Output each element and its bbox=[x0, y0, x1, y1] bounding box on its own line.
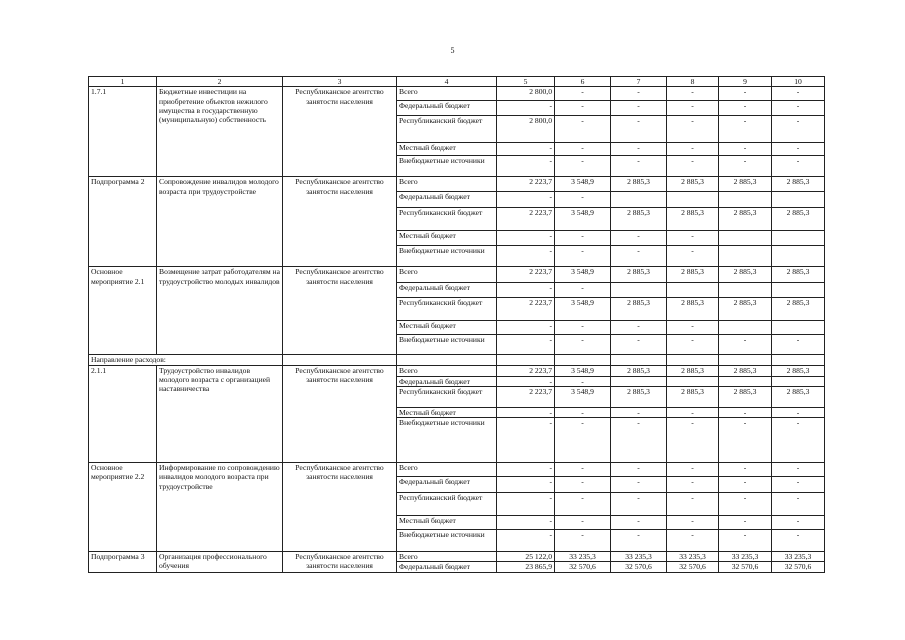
funding-source: Федеральный бюджет bbox=[397, 192, 497, 208]
amount-cell: - bbox=[772, 493, 825, 516]
row-name: Трудоустройство инвалидов молодого возраста с организацией наставничества bbox=[157, 365, 283, 463]
table-row bbox=[89, 267, 825, 283]
amount-cell: - bbox=[772, 407, 825, 417]
amount-cell: 33 235,3 bbox=[611, 552, 667, 562]
amount-cell: - bbox=[719, 477, 772, 493]
amount-cell: 2 885,3 bbox=[667, 365, 719, 376]
amount-cell: - bbox=[611, 156, 667, 177]
amount-cell: - bbox=[555, 101, 611, 116]
header-cell: 5 bbox=[497, 77, 555, 87]
amount-cell: - bbox=[555, 530, 611, 552]
amount-cell: 32 570,6 bbox=[772, 562, 825, 572]
amount-cell: - bbox=[667, 407, 719, 417]
empty-cell bbox=[611, 355, 667, 365]
funding-source: Всего bbox=[397, 552, 497, 562]
page-number: 5 bbox=[450, 46, 455, 55]
empty-cell bbox=[497, 355, 555, 365]
header-cell: 7 bbox=[611, 77, 667, 87]
amount-cell bbox=[772, 283, 825, 298]
amount-cell: 2 885,3 bbox=[611, 365, 667, 376]
amount-cell: 2 885,3 bbox=[772, 298, 825, 321]
table-row bbox=[89, 87, 825, 101]
amount-cell bbox=[772, 246, 825, 267]
amount-cell: - bbox=[555, 418, 611, 463]
amount-cell: - bbox=[497, 192, 555, 208]
amount-cell: - bbox=[667, 477, 719, 493]
amount-cell bbox=[667, 192, 719, 208]
amount-cell: - bbox=[497, 376, 555, 386]
amount-cell: 3 548,9 bbox=[555, 386, 611, 407]
amount-cell: - bbox=[667, 335, 719, 355]
amount-cell: - bbox=[497, 477, 555, 493]
amount-cell: 2 885,3 bbox=[611, 267, 667, 283]
responsible-agency: Республиканское агентство занятости населения bbox=[283, 463, 397, 552]
amount-cell bbox=[772, 231, 825, 246]
header-cell: 8 bbox=[667, 77, 719, 87]
amount-cell: - bbox=[611, 116, 667, 143]
funding-source: Республиканский бюджет bbox=[397, 208, 497, 231]
amount-cell: 25 122,0 bbox=[497, 552, 555, 562]
amount-cell: - bbox=[772, 156, 825, 177]
funding-source: Федеральный бюджет bbox=[397, 562, 497, 572]
amount-cell: 2 885,3 bbox=[719, 365, 772, 376]
row-code: 2.1.1 bbox=[89, 365, 157, 463]
amount-cell: - bbox=[719, 143, 772, 156]
amount-cell: - bbox=[497, 321, 555, 335]
amount-cell: - bbox=[555, 493, 611, 516]
amount-cell: 2 885,3 bbox=[667, 298, 719, 321]
amount-cell: 2 885,3 bbox=[611, 298, 667, 321]
amount-cell: - bbox=[719, 101, 772, 116]
responsible-agency: Республиканское агентство занятости населения bbox=[283, 177, 397, 267]
amount-cell: 2 223,7 bbox=[497, 365, 555, 376]
funding-source: Республиканский бюджет bbox=[397, 386, 497, 407]
amount-cell bbox=[719, 321, 772, 335]
amount-cell: - bbox=[719, 87, 772, 101]
amount-cell: - bbox=[667, 87, 719, 101]
amount-cell: - bbox=[497, 101, 555, 116]
amount-cell: 2 885,3 bbox=[772, 177, 825, 192]
amount-cell: 2 223,7 bbox=[497, 208, 555, 231]
responsible-agency: Республиканское агентство занятости населения bbox=[283, 267, 397, 355]
funding-source: Всего bbox=[397, 267, 497, 283]
amount-cell: 2 885,3 bbox=[667, 177, 719, 192]
amount-cell: - bbox=[555, 246, 611, 267]
amount-cell: - bbox=[719, 463, 772, 477]
amount-cell: - bbox=[497, 231, 555, 246]
table-row bbox=[89, 463, 825, 477]
amount-cell: - bbox=[497, 335, 555, 355]
amount-cell: - bbox=[772, 477, 825, 493]
amount-cell bbox=[719, 246, 772, 267]
funding-source: Местный бюджет bbox=[397, 231, 497, 246]
amount-cell bbox=[611, 376, 667, 386]
amount-cell: 2 885,3 bbox=[611, 386, 667, 407]
funding-source: Всего bbox=[397, 177, 497, 192]
amount-cell: 2 885,3 bbox=[719, 177, 772, 192]
header-cell: 9 bbox=[719, 77, 772, 87]
amount-cell: - bbox=[611, 493, 667, 516]
funding-source: Федеральный бюджет bbox=[397, 477, 497, 493]
row-name: Возмещение затрат работодателям на трудоустройство молодых инвалидов bbox=[157, 267, 283, 355]
amount-cell: 3 548,9 bbox=[555, 365, 611, 376]
header-cell: 6 bbox=[555, 77, 611, 87]
amount-cell: - bbox=[497, 493, 555, 516]
amount-cell: - bbox=[555, 477, 611, 493]
empty-cell bbox=[772, 355, 825, 365]
amount-cell: 3 548,9 bbox=[555, 177, 611, 192]
amount-cell: 2 885,3 bbox=[719, 386, 772, 407]
amount-cell: - bbox=[772, 87, 825, 101]
amount-cell: - bbox=[555, 321, 611, 335]
amount-cell: - bbox=[555, 116, 611, 143]
amount-cell bbox=[772, 376, 825, 386]
amount-cell bbox=[719, 231, 772, 246]
funding-source: Федеральный бюджет bbox=[397, 283, 497, 298]
amount-cell: - bbox=[497, 463, 555, 477]
amount-cell: 2 885,3 bbox=[772, 365, 825, 376]
amount-cell bbox=[772, 321, 825, 335]
amount-cell: - bbox=[611, 101, 667, 116]
amount-cell: - bbox=[611, 418, 667, 463]
amount-cell: - bbox=[772, 101, 825, 116]
amount-cell: - bbox=[555, 156, 611, 177]
amount-cell: - bbox=[719, 156, 772, 177]
funding-source: Всего bbox=[397, 87, 497, 101]
funding-source: Федеральный бюджет bbox=[397, 101, 497, 116]
amount-cell bbox=[667, 283, 719, 298]
amount-cell: 2 223,7 bbox=[497, 267, 555, 283]
amount-cell: 2 800,0 bbox=[497, 87, 555, 101]
amount-cell: - bbox=[611, 407, 667, 417]
amount-cell: - bbox=[667, 156, 719, 177]
amount-cell: - bbox=[667, 321, 719, 335]
amount-cell: - bbox=[667, 530, 719, 552]
amount-cell: - bbox=[611, 530, 667, 552]
amount-cell: 3 548,9 bbox=[555, 267, 611, 283]
funding-source: Республиканский бюджет bbox=[397, 116, 497, 143]
amount-cell: 32 570,6 bbox=[555, 562, 611, 572]
amount-cell: - bbox=[667, 116, 719, 143]
amount-cell: - bbox=[667, 516, 719, 530]
amount-cell: 2 885,3 bbox=[772, 208, 825, 231]
table-row bbox=[89, 177, 825, 192]
amount-cell bbox=[719, 376, 772, 386]
funding-source: Республиканский бюджет bbox=[397, 493, 497, 516]
header-cell: 4 bbox=[397, 77, 497, 87]
amount-cell: - bbox=[497, 143, 555, 156]
amount-cell: 2 885,3 bbox=[719, 267, 772, 283]
responsible-agency: Республиканское агентство занятости населения bbox=[283, 552, 397, 573]
amount-cell bbox=[667, 376, 719, 386]
amount-cell: - bbox=[497, 407, 555, 417]
funding-source: Внебюджетные источники bbox=[397, 246, 497, 267]
amount-cell: - bbox=[667, 143, 719, 156]
amount-cell: - bbox=[719, 116, 772, 143]
row-code: Основное мероприятие 2.1 bbox=[89, 267, 157, 355]
amount-cell: - bbox=[555, 192, 611, 208]
header-cell: 1 bbox=[89, 77, 157, 87]
amount-cell: - bbox=[611, 335, 667, 355]
amount-cell: - bbox=[611, 463, 667, 477]
amount-cell: - bbox=[772, 418, 825, 463]
row-name: Организация профессионального обучения bbox=[157, 552, 283, 573]
amount-cell: - bbox=[497, 246, 555, 267]
header-cell: 3 bbox=[283, 77, 397, 87]
amount-cell: - bbox=[555, 516, 611, 530]
amount-cell bbox=[772, 192, 825, 208]
amount-cell: 33 235,3 bbox=[772, 552, 825, 562]
amount-cell: 2 885,3 bbox=[772, 386, 825, 407]
budget-table bbox=[88, 76, 825, 573]
funding-source: Местный бюджет bbox=[397, 407, 497, 417]
empty-cell bbox=[283, 355, 397, 365]
funding-source: Республиканский бюджет bbox=[397, 298, 497, 321]
amount-cell: - bbox=[555, 463, 611, 477]
amount-cell: 23 865,9 bbox=[497, 562, 555, 572]
funding-source: Всего bbox=[397, 463, 497, 477]
amount-cell: - bbox=[555, 143, 611, 156]
amount-cell bbox=[611, 192, 667, 208]
amount-cell: 2 800,0 bbox=[497, 116, 555, 143]
funding-source: Всего bbox=[397, 365, 497, 376]
amount-cell: 33 235,3 bbox=[555, 552, 611, 562]
amount-cell: 2 885,3 bbox=[719, 208, 772, 231]
responsible-agency: Республиканское агентство занятости населения bbox=[283, 87, 397, 177]
amount-cell: 33 235,3 bbox=[667, 552, 719, 562]
amount-cell: - bbox=[772, 143, 825, 156]
amount-cell: 32 570,6 bbox=[667, 562, 719, 572]
row-code: 1.7.1 bbox=[89, 87, 157, 177]
funding-source: Внебюджетные источники bbox=[397, 530, 497, 552]
amount-cell: - bbox=[719, 407, 772, 417]
row-name: Информирование по сопровождению инвалидов молодого возраста при трудоустройстве bbox=[157, 463, 283, 552]
amount-cell: - bbox=[555, 87, 611, 101]
amount-cell: 3 548,9 bbox=[555, 208, 611, 231]
amount-cell: - bbox=[667, 463, 719, 477]
amount-cell: 2 885,3 bbox=[772, 267, 825, 283]
amount-cell: 32 570,6 bbox=[611, 562, 667, 572]
funding-source: Местный бюджет bbox=[397, 516, 497, 530]
amount-cell: - bbox=[555, 335, 611, 355]
amount-cell: - bbox=[772, 335, 825, 355]
row-code: Основное мероприятие 2.2 bbox=[89, 463, 157, 552]
amount-cell: - bbox=[497, 283, 555, 298]
amount-cell bbox=[719, 283, 772, 298]
section-row bbox=[89, 355, 825, 365]
responsible-agency: Республиканское агентство занятости населения bbox=[283, 365, 397, 463]
amount-cell: 2 885,3 bbox=[719, 298, 772, 321]
amount-cell: - bbox=[719, 493, 772, 516]
amount-cell: - bbox=[667, 246, 719, 267]
amount-cell: - bbox=[497, 530, 555, 552]
header-cell: 10 bbox=[772, 77, 825, 87]
row-name: Бюджетные инвестиции на приобретение объектов нежилого имущества в государственную (муниципальную) собственность bbox=[157, 87, 283, 177]
amount-cell: - bbox=[667, 418, 719, 463]
amount-cell: - bbox=[611, 321, 667, 335]
amount-cell: - bbox=[555, 407, 611, 417]
amount-cell: - bbox=[611, 231, 667, 246]
amount-cell: - bbox=[611, 516, 667, 530]
amount-cell bbox=[719, 192, 772, 208]
amount-cell: - bbox=[555, 283, 611, 298]
amount-cell: - bbox=[719, 418, 772, 463]
amount-cell: 33 235,3 bbox=[719, 552, 772, 562]
amount-cell: 2 223,7 bbox=[497, 177, 555, 192]
section-label: Направление расходов: bbox=[89, 355, 283, 365]
funding-source: Местный бюджет bbox=[397, 321, 497, 335]
amount-cell: - bbox=[667, 231, 719, 246]
header-row bbox=[89, 77, 825, 87]
amount-cell: - bbox=[772, 516, 825, 530]
amount-cell: - bbox=[667, 101, 719, 116]
empty-cell bbox=[719, 355, 772, 365]
amount-cell: 32 570,6 bbox=[719, 562, 772, 572]
amount-cell: 2 885,3 bbox=[667, 386, 719, 407]
amount-cell: 3 548,9 bbox=[555, 298, 611, 321]
table-row bbox=[89, 365, 825, 376]
row-code: Подпрограмма 3 bbox=[89, 552, 157, 573]
amount-cell: - bbox=[497, 156, 555, 177]
funding-source: Местный бюджет bbox=[397, 143, 497, 156]
amount-cell: - bbox=[611, 143, 667, 156]
amount-cell: - bbox=[772, 116, 825, 143]
amount-cell: - bbox=[772, 463, 825, 477]
amount-cell: 2 885,3 bbox=[611, 177, 667, 192]
amount-cell: - bbox=[719, 335, 772, 355]
row-name: Сопровождение инвалидов молодого возраста при трудоустройстве bbox=[157, 177, 283, 267]
amount-cell: - bbox=[555, 376, 611, 386]
funding-source: Внебюджетные источники bbox=[397, 156, 497, 177]
amount-cell: 2 223,7 bbox=[497, 386, 555, 407]
amount-cell: - bbox=[497, 516, 555, 530]
amount-cell: - bbox=[611, 246, 667, 267]
header-cell: 2 bbox=[157, 77, 283, 87]
amount-cell: - bbox=[719, 516, 772, 530]
row-code: Подпрограмма 2 bbox=[89, 177, 157, 267]
empty-cell bbox=[397, 355, 497, 365]
empty-cell bbox=[555, 355, 611, 365]
funding-source: Внебюджетные источники bbox=[397, 418, 497, 463]
amount-cell: - bbox=[719, 530, 772, 552]
amount-cell: 2 885,3 bbox=[611, 208, 667, 231]
amount-cell: - bbox=[611, 87, 667, 101]
amount-cell: - bbox=[497, 418, 555, 463]
amount-cell: - bbox=[667, 493, 719, 516]
amount-cell: 2 223,7 bbox=[497, 298, 555, 321]
amount-cell: - bbox=[555, 231, 611, 246]
amount-cell: 2 885,3 bbox=[667, 267, 719, 283]
amount-cell: - bbox=[611, 477, 667, 493]
amount-cell: 2 885,3 bbox=[667, 208, 719, 231]
amount-cell bbox=[611, 283, 667, 298]
empty-cell bbox=[667, 355, 719, 365]
funding-source: Внебюджетные источники bbox=[397, 335, 497, 355]
table-row bbox=[89, 552, 825, 562]
amount-cell: - bbox=[772, 530, 825, 552]
funding-source: Федеральный бюджет bbox=[397, 376, 497, 386]
